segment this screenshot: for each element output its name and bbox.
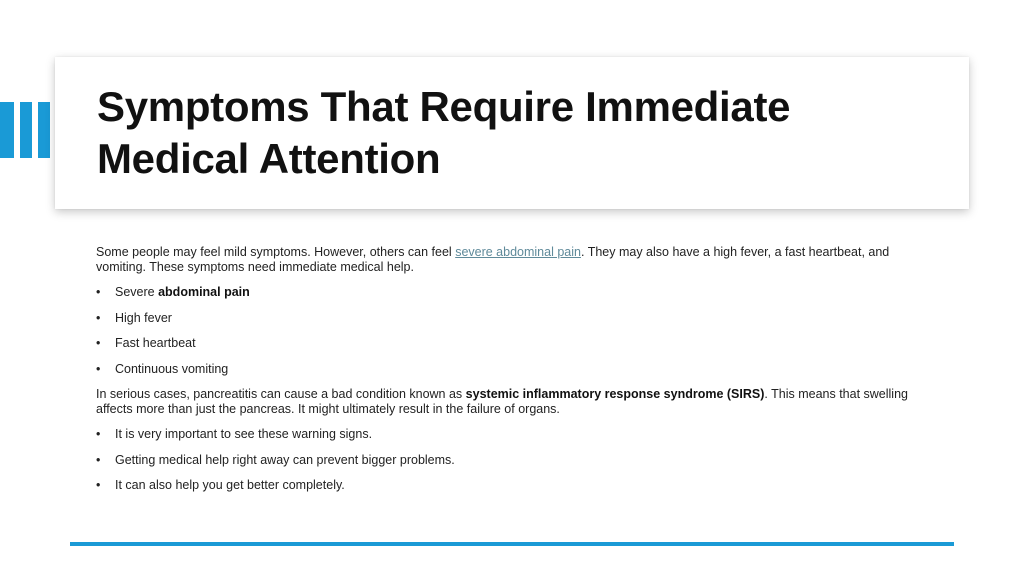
list-item: [96, 453, 916, 468]
title-accent-bars: [0, 102, 54, 158]
bullet-icon: •: [96, 452, 101, 467]
intro-text-start: Some people may feel mild symptoms. However, others can feel: [96, 245, 456, 259]
symptom-text: Fast heartbeat: [115, 336, 196, 350]
warning-list: [96, 427, 916, 493]
slide-title: Symptoms That Require Immediate Medical Attention: [97, 83, 791, 182]
sirs-paragraph: [96, 387, 916, 417]
symptom-text: High fever: [115, 310, 172, 325]
accent-bar: [20, 102, 32, 158]
bottom-accent-line: [70, 542, 954, 546]
warning-text: It is very important to see these warning signs.: [115, 427, 373, 441]
intro-paragraph: [96, 245, 916, 275]
slide-content: [96, 245, 916, 504]
list-item: [96, 362, 916, 377]
sirs-text-start: In serious cases, pancreatitis can cause a bad condition known as: [96, 387, 466, 401]
sirs-term: systemic inflammatory response syndrome (SIRS): [465, 387, 765, 401]
symptom-bold-text: abdominal pain: [158, 285, 250, 299]
warning-text: It can also help you get better completely.: [115, 478, 345, 492]
accent-bar: [38, 102, 50, 158]
symptom-text: Severe: [115, 285, 159, 299]
bullet-icon: •: [96, 310, 101, 325]
bullet-icon: •: [96, 336, 101, 350]
list-item: [96, 311, 916, 326]
title-card: [55, 57, 969, 209]
bullet-icon: •: [96, 361, 101, 376]
list-item: [96, 478, 916, 493]
list-item: [96, 336, 916, 351]
symptom-list: [96, 285, 916, 377]
warning-text: Getting medical help right away can prevent bigger problems.: [115, 452, 455, 467]
accent-bar: [0, 102, 14, 158]
symptom-text: Continuous vomiting: [115, 361, 229, 376]
bullet-icon: •: [96, 285, 101, 299]
sirs-text-end: . This means that swelling affects more than just the pancreas. It might ultimately result in the failure of organs.: [96, 387, 908, 416]
bullet-icon: •: [96, 478, 101, 492]
list-item: [96, 427, 916, 442]
intro-text-end: . They may also have a high fever, a fast heartbeat, and vomiting. These symptoms need immediate medical help.: [96, 245, 890, 274]
list-item: [96, 285, 916, 300]
severe-abdominal-pain-link[interactable]: severe abdominal pain: [455, 245, 581, 259]
bullet-icon: •: [96, 427, 101, 441]
